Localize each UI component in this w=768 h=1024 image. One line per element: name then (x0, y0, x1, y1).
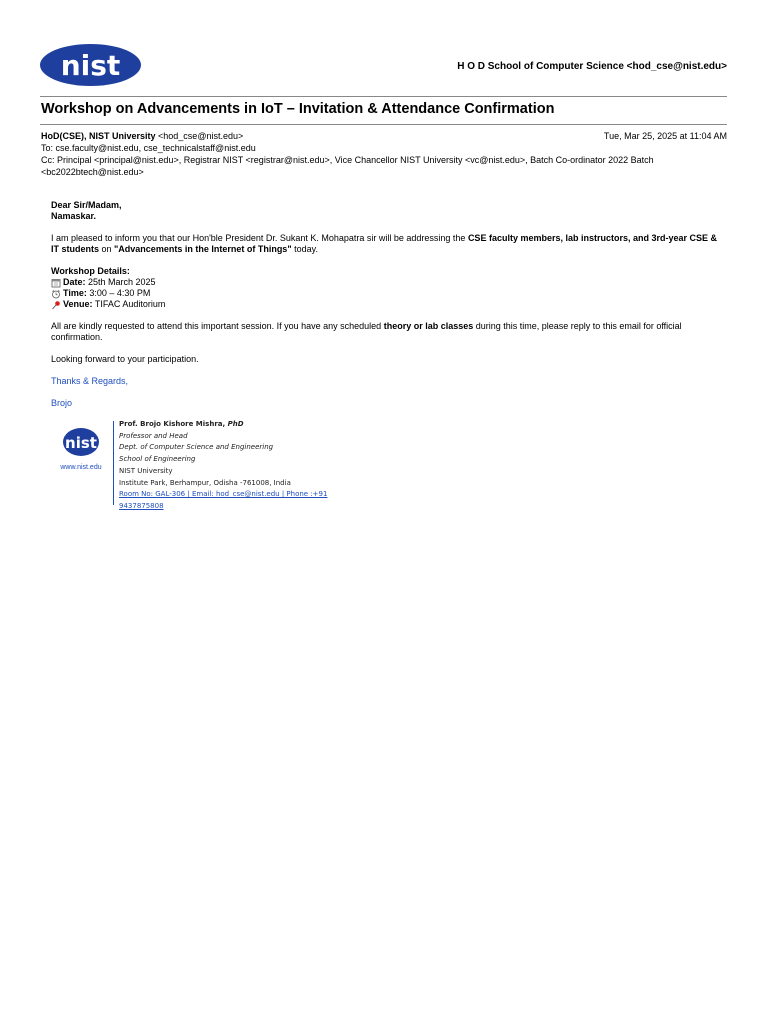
email-subject: Workshop on Advancements in IoT – Invitation & Attendance Confirmation (41, 101, 555, 117)
cc-line: Cc: Principal <principal@nist.edu>, Registrar NIST <registrar@nist.edu>, Vice Chancellor NIST University <vc@nist.edu>, Batch Co-ordinator 2022 Batch (41, 155, 654, 165)
request-paragraph (51, 321, 717, 343)
details-heading: Workshop Details: (51, 266, 130, 276)
to-line: To: cse.faculty@nist.edu, cse_technicalstaff@nist.edu (41, 143, 256, 153)
calendar-icon (51, 278, 61, 288)
alarm-clock-icon (51, 289, 61, 299)
email-signature (51, 419, 366, 510)
signature-dept: Dept. of Computer Science and Engineering (119, 443, 274, 452)
nist-logo-small (62, 427, 100, 457)
workshop-details (51, 266, 717, 310)
signature-name: Prof. Brojo Kishore Mishra, (119, 420, 228, 428)
time-value: 3:00 – 4:30 PM (86, 288, 151, 298)
sender-display: H O D School of Computer Science <hod_cse@nist.edu> (457, 61, 727, 72)
time-row (51, 288, 717, 299)
topic-text: "Advancements in the Internet of Things" (114, 244, 292, 254)
divider (40, 96, 727, 97)
venue-row (51, 299, 717, 310)
email-date: Tue, Mar 25, 2025 at 11:04 AM (603, 131, 727, 141)
small-logo-text: nist (65, 434, 97, 452)
signature-details (119, 419, 366, 513)
divider (40, 124, 727, 125)
from-name[interactable]: HoD(CSE), NIST University (41, 131, 156, 141)
greeting (51, 200, 717, 222)
signature-contact-link[interactable]: Room No: GAL-306 | Email: hod_cse@nist.edu | Phone :+91 9437875808 (119, 490, 328, 510)
date-label: Date: (63, 277, 86, 287)
intro-text-on: on (99, 244, 115, 254)
greeting-salutation: Dear Sir/Madam, (51, 200, 122, 210)
from-address[interactable]: <hod_cse@nist.edu> (155, 131, 244, 141)
intro-paragraph (51, 233, 717, 255)
signature-university: NIST University (119, 466, 173, 475)
request-text-end: during this time, please reply to this email for official confirmation. (51, 321, 682, 342)
signature-divider (113, 421, 114, 505)
pin-icon (51, 300, 61, 310)
date-row (51, 277, 717, 288)
logo-text: nist (60, 49, 121, 82)
signoff-name: Brojo (51, 398, 73, 408)
date-value: 25th March 2025 (85, 277, 156, 287)
intro-text: I am pleased to inform you that our Hon'ble President Dr. Sukant K. Mohapatra sir will be addressing the (51, 233, 468, 243)
intro-text-end: today. (291, 244, 318, 254)
website-link[interactable]: www.nist.edu (60, 464, 102, 471)
email-meta (41, 130, 727, 178)
email-body (51, 200, 717, 420)
signature-title: Professor and Head (119, 431, 188, 440)
venue-label: Venue: (63, 299, 93, 309)
request-text: All are kindly requested to attend this important session. If you have any scheduled (51, 321, 384, 331)
from-line (41, 130, 727, 142)
signature-school: School of Engineering (119, 455, 196, 464)
time-label: Time: (63, 288, 87, 298)
audience-text: CSE faculty members, lab instructors, and 3rd-year CSE & IT students (51, 233, 718, 254)
classes-text: theory or lab classes (383, 321, 474, 331)
email-header (40, 44, 727, 88)
signature-logo-block (51, 427, 111, 471)
signature-address: Institute Park, Berhampur, Odisha -761008, India (119, 478, 291, 487)
nist-logo (40, 44, 141, 86)
venue-value: TIFAC Auditorium (92, 299, 166, 309)
cc-line-continued: <bc2022btech@nist.edu> (41, 167, 144, 177)
greeting-namaskar: Namaskar. (51, 211, 97, 221)
closing-paragraph: Looking forward to your participation. (51, 354, 199, 364)
regards: Thanks & Regards, (51, 376, 129, 386)
signature-degree: PhD (227, 420, 244, 428)
